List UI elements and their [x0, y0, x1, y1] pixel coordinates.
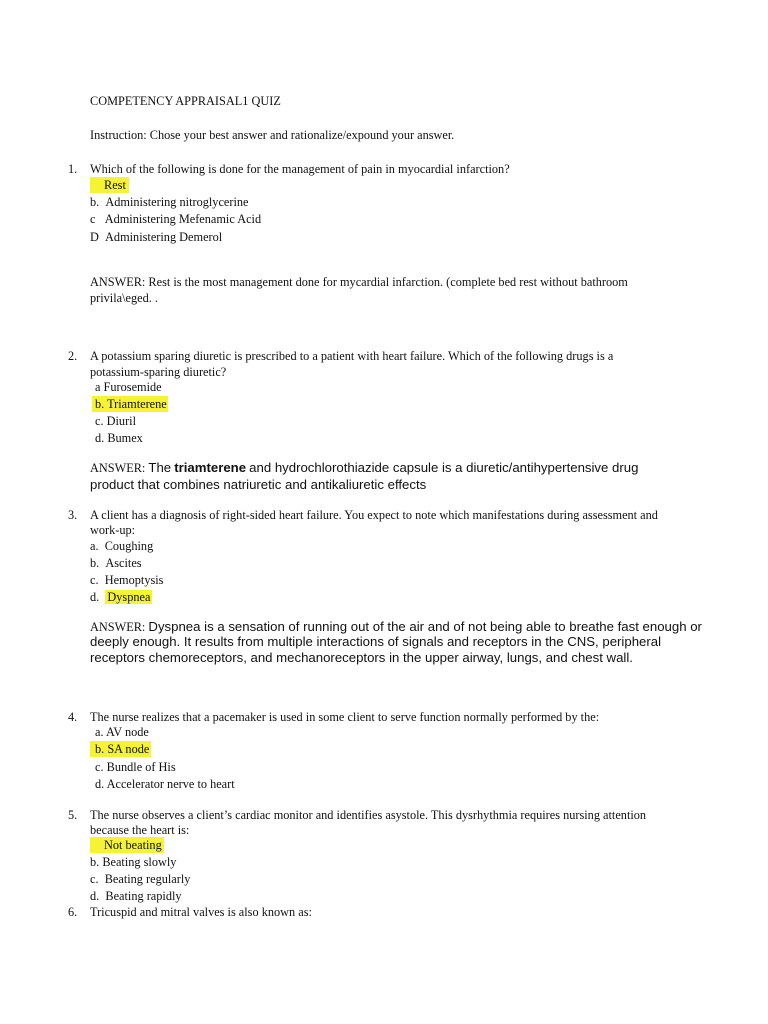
- question-text: work-up:: [90, 523, 136, 537]
- question-text: A client has a diagnosis of right-sided heart failure. You expect to note which manifestations during assessment and: [90, 508, 658, 522]
- question-text: Tricuspid and mitral valves is also known as:: [90, 905, 312, 919]
- answer-label: ANSWER:: [90, 461, 146, 475]
- option-correct: [90, 837, 164, 853]
- option: a Furosemide: [95, 380, 162, 394]
- question-text: The nurse realizes that a pacemaker is used in some client to serve function normally performed by the:: [90, 710, 600, 724]
- option: c Administering Mefenamic Acid: [90, 212, 262, 226]
- question-number: 6.: [68, 905, 78, 919]
- question-text: The nurse observes a client’s cardiac monitor and identifies asystole. This dysrhythmia requires nursing attention: [90, 808, 647, 822]
- option-correct: [90, 177, 129, 193]
- question-number: 2.: [68, 349, 78, 363]
- option-text: Rest: [104, 178, 126, 192]
- option-correct: b. SA node: [90, 741, 151, 757]
- answer-text: product that combines natriuretic and antikaliuretic effects: [90, 477, 427, 492]
- option: c. Beating regularly: [90, 872, 191, 886]
- option: d. Dyspnea: [90, 590, 151, 604]
- question-number: 5.: [68, 808, 78, 822]
- option-text: Not beating: [104, 838, 162, 852]
- answer-text: ANSWER: Dyspnea is a sensation of running out of the air and of not being able to breathe fast enough or: [90, 619, 702, 634]
- answer-text: ANSWER: The triamterene and hydrochlorothiazide capsule is a diuretic/antihypertensive drug: [90, 460, 639, 475]
- answer-text: receptors chemoreceptors, and mechanoreceptors in the upper airway, lungs, and chest wall.: [90, 650, 633, 665]
- question-number: 1.: [68, 162, 78, 176]
- option: a. Coughing: [90, 539, 154, 553]
- option: D Administering Demerol: [90, 230, 223, 244]
- answer-text: ANSWER: Rest is the most management done for mycardial infarction. (complete bed rest without bathroom: [90, 275, 628, 289]
- option-correct: b. Triamterene: [92, 396, 168, 412]
- question-number: 4.: [68, 710, 78, 724]
- question-number: 3.: [68, 508, 78, 522]
- option-correct: Dyspnea: [107, 590, 151, 604]
- question-text: Which of the following is done for the management of pain in myocardial infarction?: [90, 162, 510, 176]
- option: d. Accelerator nerve to heart: [95, 777, 235, 791]
- question-text: A potassium sparing diuretic is prescribed to a patient with heart failure. Which of the following drugs is a: [90, 349, 614, 363]
- option: c. Bundle of His: [95, 760, 176, 774]
- option: b. Beating slowly: [90, 855, 177, 869]
- option: b. Ascites: [90, 556, 142, 570]
- option: c. Diuril: [95, 414, 136, 428]
- instruction-text: Instruction: Chose your best answer and rationalize/expound your answer.: [90, 128, 455, 142]
- option: d. Bumex: [95, 431, 143, 445]
- option: a. AV node: [95, 725, 149, 739]
- option: c. Hemoptysis: [90, 573, 164, 587]
- answer-label: ANSWER:: [90, 620, 146, 634]
- answer-text: privila\eged. .: [90, 291, 158, 305]
- answer-text: deeply enough. It results from multiple interactions of signals and receptors in the CNS, peripheral: [90, 634, 662, 649]
- answer-keyword: triamterene: [174, 460, 247, 475]
- question-text: potassium-sparing diuretic?: [90, 365, 227, 379]
- option: d. Beating rapidly: [90, 889, 182, 903]
- option: b. Administering nitroglycerine: [90, 195, 249, 209]
- page-title: COMPETENCY APPRAISAL1 QUIZ: [90, 94, 281, 108]
- question-text: because the heart is:: [90, 823, 190, 837]
